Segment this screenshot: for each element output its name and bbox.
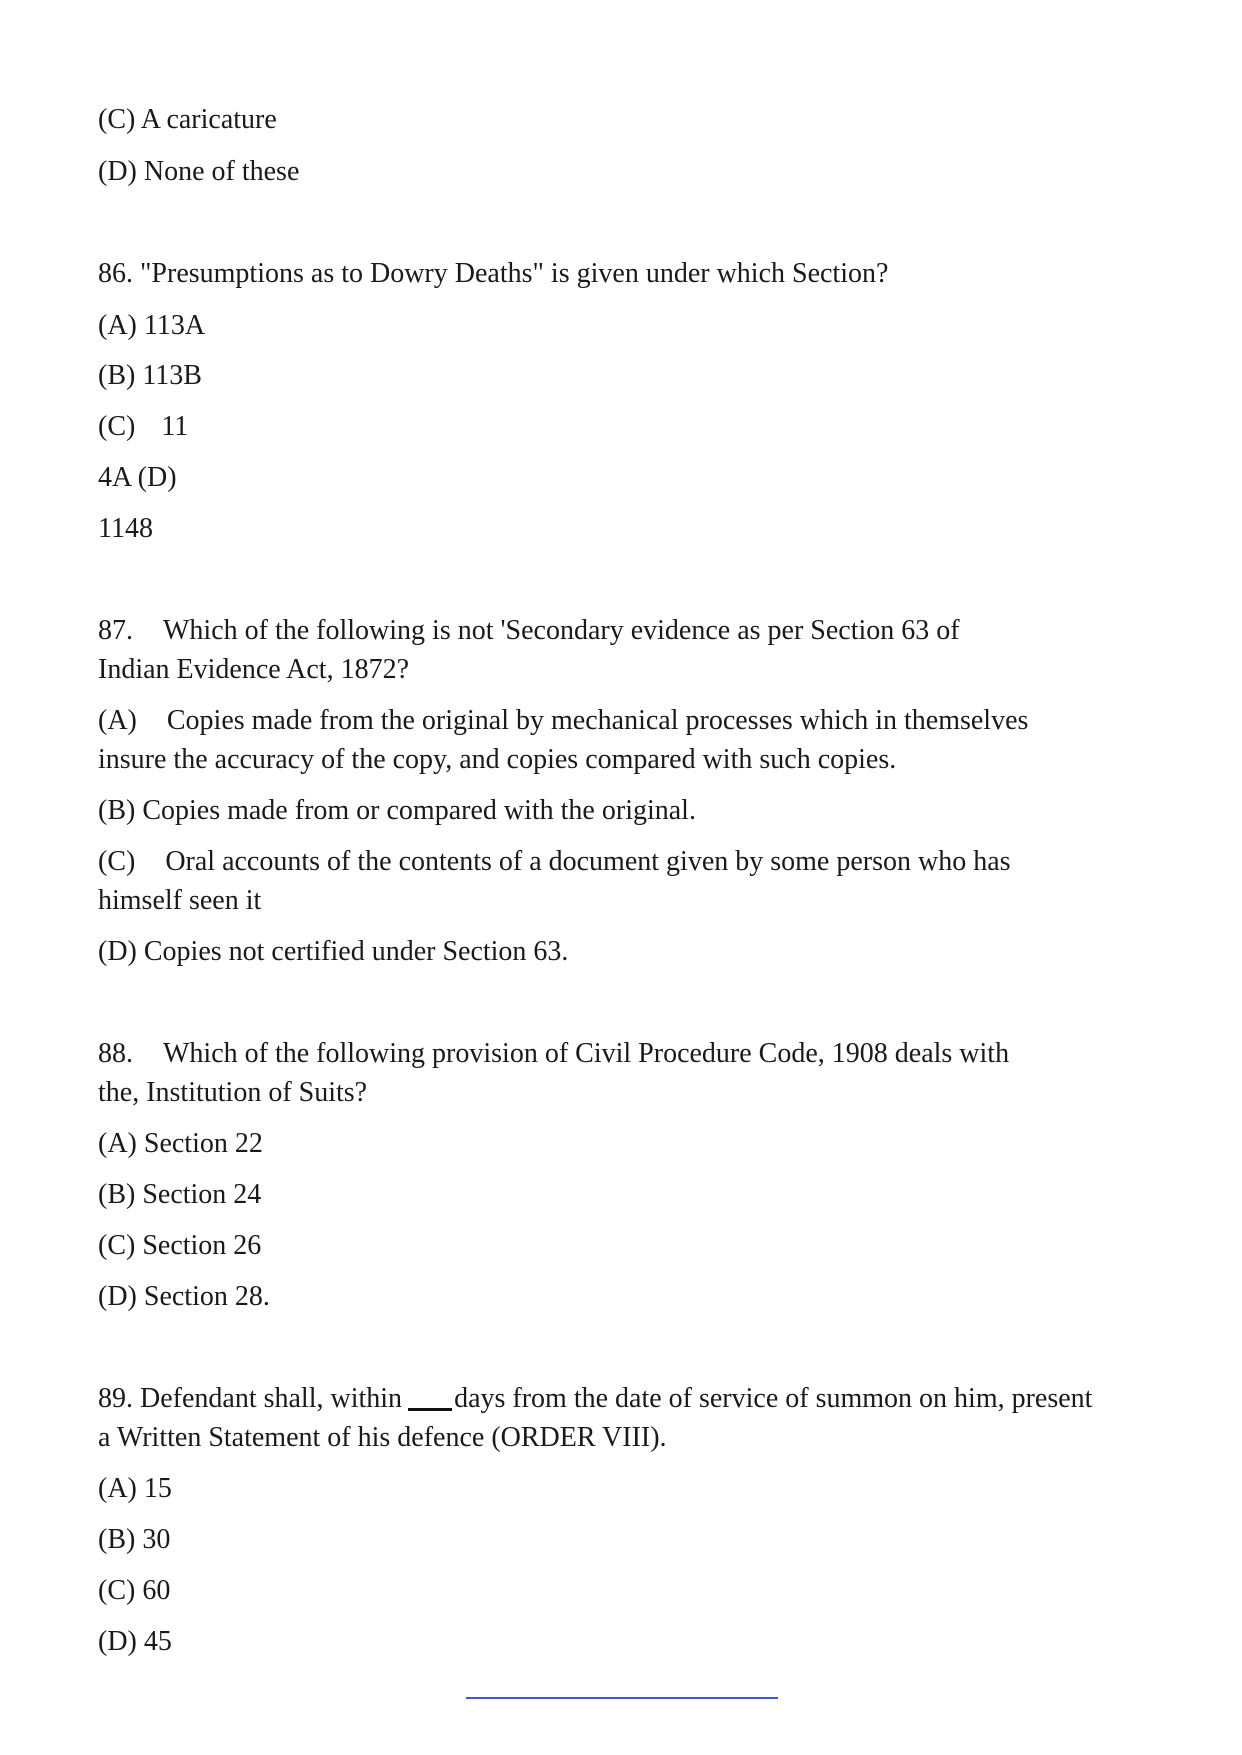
- q85-option-d: (D) None of these: [98, 156, 300, 187]
- q89-question-pre: 89. Defendant shall, within: [98, 1383, 403, 1414]
- q87-option-c-line-1: [98, 843, 1011, 881]
- q86-trailing-value: 1148: [98, 513, 153, 544]
- q89-question-line-2: a Written Statement of his defence (ORDER VIII).: [98, 1422, 667, 1453]
- q86-option-c: [98, 408, 188, 446]
- q87-option-b: (B) Copies made from or compared with the original.: [98, 795, 696, 826]
- fill-in-blank: [408, 1382, 452, 1411]
- q88-question-text: Which of the following provision of Civil Procedure Code, 1908 deals with: [163, 1038, 1010, 1069]
- q87-option-a-text: Copies made from the original by mechanical processes which in themselves: [166, 705, 1029, 736]
- q88-option-c: (C) Section 26: [98, 1230, 262, 1261]
- q86-option-b: (B) 113B: [98, 360, 202, 391]
- q88-option-a: (A) Section 22: [98, 1128, 263, 1159]
- q86-option-a: (A) 113A: [98, 310, 206, 341]
- q86-option-d-line: 4A (D): [98, 462, 177, 493]
- q87-number: 87.: [98, 615, 133, 646]
- q88-option-b: (B) Section 24: [98, 1179, 262, 1210]
- q87-question-line-1: [98, 612, 960, 650]
- q88-question-line-2: the, Institution of Suits?: [98, 1077, 368, 1108]
- footer-link-underline: [466, 1697, 778, 1699]
- q89-option-c: (C) 60: [98, 1575, 171, 1606]
- q86-option-c-value: 11: [161, 411, 189, 442]
- q88-number: 88.: [98, 1038, 133, 1069]
- q88-option-d: (D) Section 28.: [98, 1281, 270, 1312]
- q87-option-c-label: (C): [98, 846, 136, 877]
- q89-question-line-1: [98, 1380, 1092, 1418]
- q87-option-a-line-1: [98, 702, 1028, 740]
- q87-option-c-line-2: himself seen it: [98, 885, 262, 916]
- q89-option-a: (A) 15: [98, 1473, 172, 1504]
- q86-option-c-label: (C): [98, 411, 136, 442]
- q89-question-post: days from the date of service of summon on him, present: [454, 1383, 1093, 1414]
- q87-option-c-text: Oral accounts of the contents of a document given by some person who has: [165, 846, 1011, 877]
- q87-option-a-label: (A): [98, 705, 137, 736]
- q87-option-d: (D) Copies not certified under Section 63.: [98, 936, 569, 967]
- q86-question: 86. "Presumptions as to Dowry Deaths" is given under which Section?: [98, 258, 889, 289]
- q87-question-text: Which of the following is not 'Secondary evidence as per Section 63 of: [163, 615, 960, 646]
- q85-option-c: (C) A caricature: [98, 104, 277, 135]
- q87-question-line-2: Indian Evidence Act, 1872?: [98, 654, 410, 685]
- q88-question-line-1: [98, 1035, 1009, 1073]
- q87-option-a-line-2: insure the accuracy of the copy, and copies compared with such copies.: [98, 744, 897, 775]
- q89-option-d: (D) 45: [98, 1626, 172, 1657]
- q89-option-b: (B) 30: [98, 1524, 171, 1555]
